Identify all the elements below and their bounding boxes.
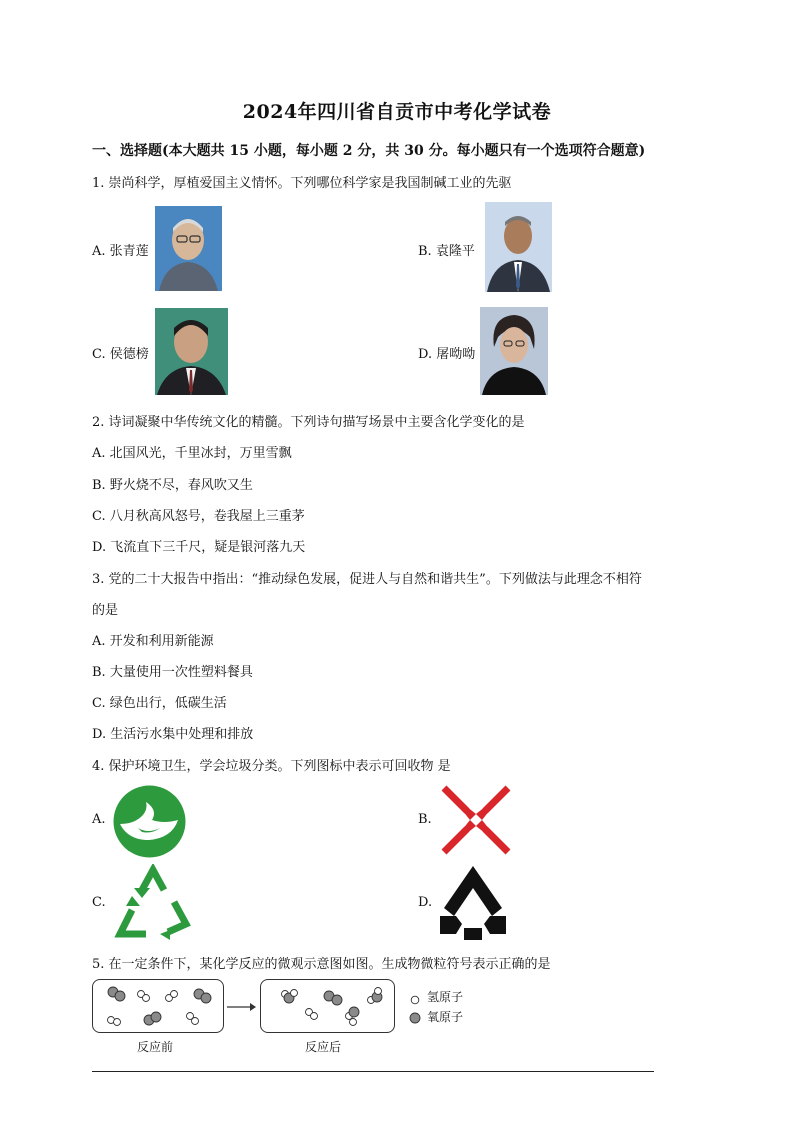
hazardous-waste-icon xyxy=(440,784,512,856)
reaction-arrow-icon xyxy=(226,998,256,1010)
question-3-stem-cont: 的是 xyxy=(92,603,119,618)
other-waste-icon xyxy=(436,862,510,942)
q2-option-c[interactable]: C. 八月秋高风怒号，卷我屋上三重茅 xyxy=(92,509,305,524)
legend-oxygen: 氧原子 xyxy=(427,1010,464,1024)
q3-option-a[interactable]: A. 开发和利用新能源 xyxy=(92,634,214,649)
q3-option-b[interactable]: B. 大量使用一次性塑料餐具 xyxy=(92,665,253,680)
q3-option-d[interactable]: D. 生活污水集中处理和排放 xyxy=(92,727,254,742)
question-5-stem: 5. 在一定条件下，某化学反应的微观示意图如图。生成物微粒符号表示正确的是 xyxy=(92,957,551,972)
reaction-after-box xyxy=(260,979,395,1033)
q4-option-c[interactable]: C. xyxy=(92,895,106,910)
caption-before-reaction: 反应前 xyxy=(137,1040,174,1054)
q4-option-a[interactable]: A. xyxy=(92,812,106,827)
portrait-photo-a xyxy=(155,206,222,291)
legend-hydrogen: 氢原子 xyxy=(427,990,464,1004)
hydrogen-atom-legend-icon xyxy=(410,990,420,1000)
q2-option-b[interactable]: B. 野火烧不尽，春风吹又生 xyxy=(92,478,253,493)
footer-divider xyxy=(92,1071,654,1072)
q1-option-d[interactable]: D. 屠呦呦 xyxy=(418,347,476,362)
page-title: 2024年四川省自贡市中考化学试卷 xyxy=(242,101,552,123)
portrait-photo-c xyxy=(155,308,228,395)
q2-option-d[interactable]: D. 飞流直下三千尺，疑是银河落九天 xyxy=(92,540,306,555)
q1-option-c[interactable]: C. 侯德榜 xyxy=(92,347,149,362)
question-2-stem: 2. 诗词凝聚中华传统文化的精髓。下列诗句描写场景中主要含化学变化的是 xyxy=(92,415,525,430)
recycle-icon xyxy=(112,864,194,940)
q1-option-b[interactable]: B. 袁隆平 xyxy=(418,244,475,259)
q2-option-a[interactable]: A. 北国风光，千里冰封，万里雪飘 xyxy=(92,446,292,461)
section-heading: 一、选择题(本大题共 15 小题，每小题 2 分，共 30 分。每小题只有一个选项符合题意) xyxy=(92,143,646,159)
question-1-stem: 1. 崇尚科学，厚植爱国主义情怀。下列哪位科学家是我国制碱工业的先驱 xyxy=(92,176,512,191)
q1-option-a[interactable]: A. 张青莲 xyxy=(92,244,149,259)
q4-option-d[interactable]: D. xyxy=(418,895,433,910)
portrait-photo-d xyxy=(480,307,548,395)
oxygen-atom-legend-icon xyxy=(409,1009,421,1021)
kitchen-waste-icon xyxy=(112,784,187,859)
question-4-stem: 4. 保护环境卫生，学会垃圾分类。下列图标中表示可回收物 是 xyxy=(92,759,451,774)
q3-option-c[interactable]: C. 绿色出行，低碳生活 xyxy=(92,696,227,711)
caption-after-reaction: 反应后 xyxy=(305,1040,342,1054)
q4-option-b[interactable]: B. xyxy=(418,812,432,827)
reaction-before-box xyxy=(92,979,224,1033)
question-3-stem: 3. 党的二十大报告中指出：“推动绿色发展，促进人与自然和谐共生”。下列做法与此理念不相符 xyxy=(92,572,642,587)
portrait-photo-b xyxy=(485,202,552,292)
